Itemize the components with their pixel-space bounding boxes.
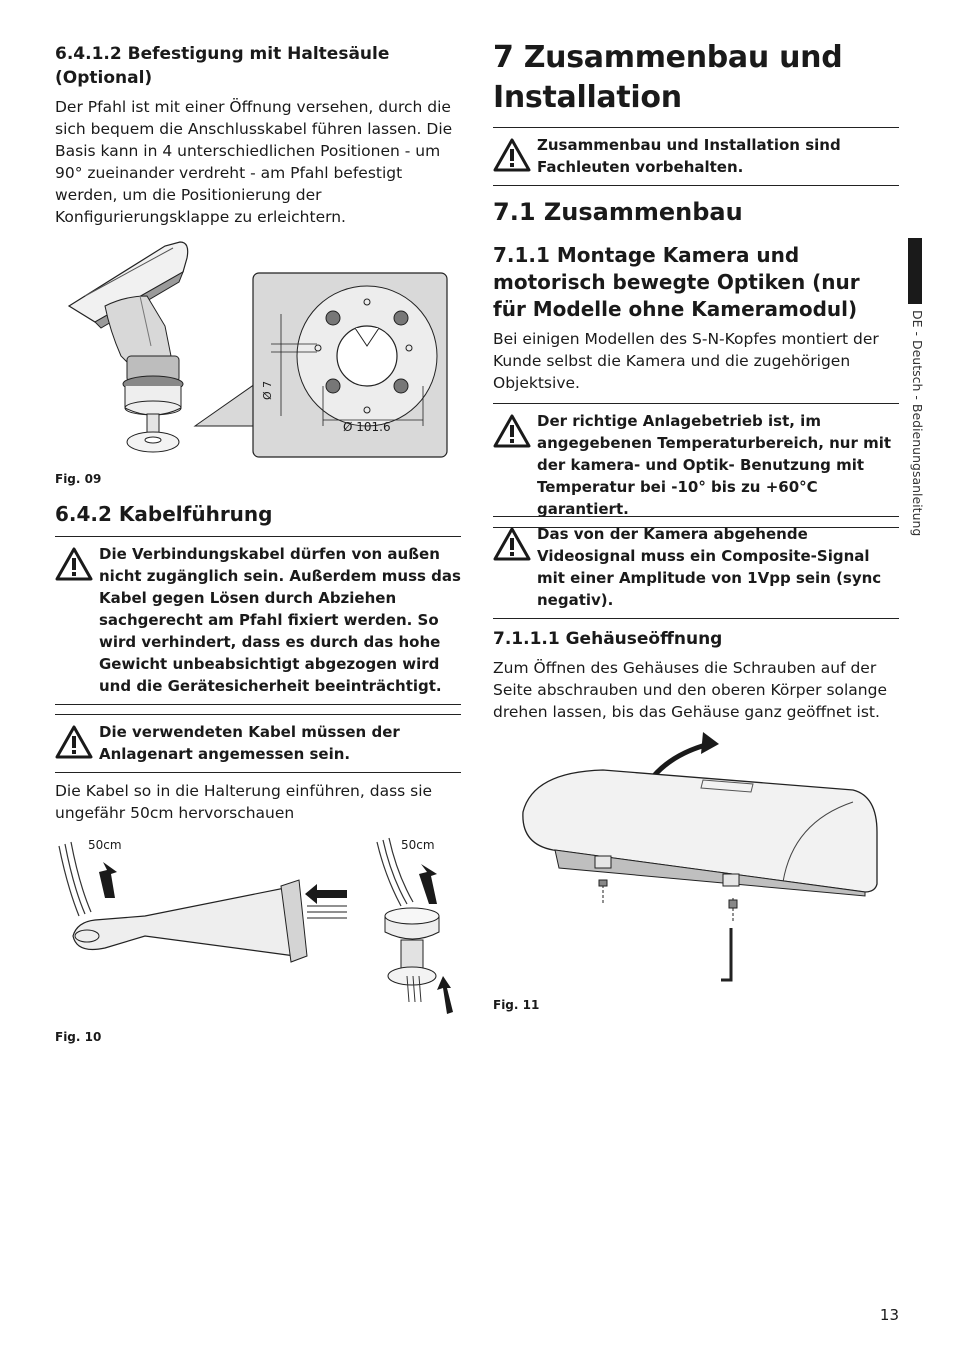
fig10-cable-routing <box>55 836 461 1016</box>
section-6412-body: Der Pfahl ist mit einer Öffnung versehen, durch die sich bequem die Anschlusskabel führen lassen. Die Basis kann in 4 unterschiedlichen Positionen - um 90° zueinander verdreht - am Pfahl befestigt werden, um die Positionierung der Konfigurierungsklappe zu erleichtern. <box>55 98 453 226</box>
section-7111-body: Zum Öffnen des Gehäuses die Schrauben auf der Seite abschrauben und den oberen Körper solange drehen lassen, bis das Gehäuse ganz geöffnet ist. <box>493 659 888 721</box>
warning-triangle-icon <box>493 134 537 176</box>
fig11-caption: Fig. 11 <box>493 998 540 1012</box>
fig09-illustration <box>55 236 461 466</box>
fig10-length-right: 50cm <box>401 838 435 852</box>
warning-triangle-icon <box>55 543 99 585</box>
warning-text: Das von der Kamera abgehende Videosignal muss ein Composite-Signal mit einer Amplitude von 1Vpp sein (sync negativ). <box>537 525 882 609</box>
side-tab-marker <box>908 238 922 304</box>
fig10-illustration <box>55 836 461 1016</box>
fig11-housing-opening <box>493 732 899 992</box>
warning-text: Die verwendeten Kabel müssen der Anlagenart angemessen sein. <box>99 723 400 763</box>
warning-triangle-icon <box>55 721 99 763</box>
fig09-dim-d101: Ø 101.6 <box>343 420 391 434</box>
warning-text: Zusammenbau und Installation sind Fachleuten vorbehalten. <box>537 136 841 176</box>
page-number: 13 <box>879 1306 899 1324</box>
section-71-heading: 7.1 Zusammenbau <box>493 198 743 226</box>
warning-triangle-icon <box>493 410 537 452</box>
fig11-illustration <box>493 732 899 992</box>
warning-box-cable-type <box>55 714 461 773</box>
section-642-body: Die Kabel so in die Halterung einführen, dass sie ungefähr 50cm hervorschauen <box>55 782 433 822</box>
fig09-caption: Fig. 09 <box>55 472 102 486</box>
fig10-length-left: 50cm <box>88 838 122 852</box>
section-642-heading: 6.4.2 Kabelführung <box>55 502 273 526</box>
chapter-7-heading: 7 Zusammenbau und Installation <box>493 40 843 115</box>
warning-box-professionals <box>493 127 899 186</box>
warning-box-cable-access <box>55 536 461 705</box>
section-711-heading: 7.1.1 Montage Kamera und motorisch bewegte Optiken (nur für Modelle ohne Kameramodul) <box>493 243 860 321</box>
warning-triangle-icon <box>493 523 537 565</box>
warning-text: Die Verbindungskabel dürfen von außen nicht zugänglich sein. Außerdem muss das Kabel gegen Lösen durch Abziehen sachgerecht am Pfahl fixiert werden. So wird verhindert, dass es durch das hohe Gewicht unbeabsichtigt abgezogen wird und die Gerätesicherheit beeinträchtigt. <box>99 545 461 695</box>
section-7111-heading: 7.1.1.1 Gehäuseöffnung <box>493 629 723 649</box>
section-6412-heading: 6.4.1.2 Befestigung mit Haltesäule (Optional) <box>55 44 390 88</box>
fig10-caption: Fig. 10 <box>55 1030 102 1044</box>
fig09-dim-d7: Ø 7 <box>261 380 274 400</box>
side-language-text: DE - Deutsch - Bedienungsanleitung <box>910 310 925 537</box>
fig09-camera-on-pole <box>55 236 461 466</box>
warning-text: Der richtige Anlagebetrieb ist, im angegebenen Temperaturbereich, nur mit der kamera- und Optik- Benutzung mit Temperatur bei -10° bis zu +60°C garantiert. <box>537 412 892 518</box>
side-language-label <box>903 310 927 560</box>
section-711-body: Bei einigen Modellen des S-N-Kopfes montiert der Kunde selbst die Kamera und die zugehörigen Objektsive. <box>493 330 879 392</box>
warning-box-temperature <box>493 403 899 528</box>
warning-box-video-signal <box>493 516 899 619</box>
